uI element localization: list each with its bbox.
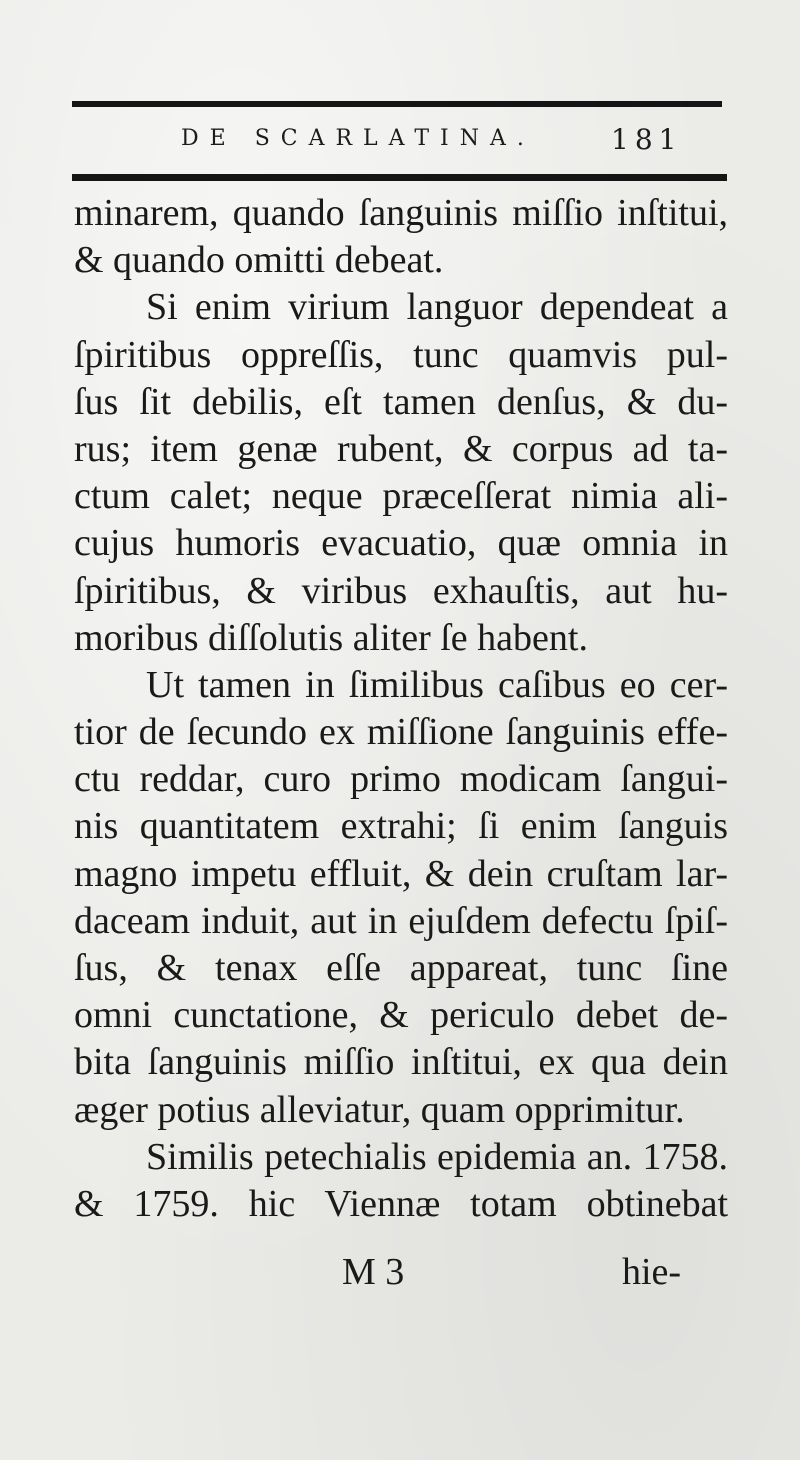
text-line: ſus ſit debilis, eſt tamen denſus, & du- xyxy=(74,380,728,423)
text-line: & quando omitti debeat. xyxy=(74,239,444,282)
text-line: tior de ſecundo ex miſſione ſanguinis effe- xyxy=(74,711,728,754)
text-line: rus; item genæ rubent, & corpus ad ta- xyxy=(74,427,728,470)
text-line: ſpiritibus oppreſſis, tunc quamvis pul- xyxy=(74,333,728,376)
text-line: Ut tamen in ſimilibus caſibus eo cer- xyxy=(146,663,728,706)
text-line: Si enim virium languor dependeat a xyxy=(146,286,728,329)
text-line: nis quantitatem extrahi; ſi enim ſanguis xyxy=(74,805,728,848)
text-line: ctum calet; neque præceſſerat nimia ali- xyxy=(74,475,728,518)
text-line: Similis petechialis epidemia an. 1758. xyxy=(146,1135,728,1178)
text-line: ſpiritibus, & viribus exhauſtis, aut hu- xyxy=(74,569,728,612)
text-line: ctu reddar, curo primo modicam ſangui- xyxy=(74,758,728,801)
text-line: daceam induit, aut in ejuſdem defectu ſpiſ- xyxy=(74,899,728,942)
body-text xyxy=(74,190,728,1228)
page-number: 181 xyxy=(611,123,683,156)
text-line: cujus humoris evacuatio, quæ omnia in xyxy=(74,522,728,565)
text-line: minarem, quando ſanguinis miſſio inſtitui, xyxy=(74,192,728,234)
running-title: DE SCARLATINA. xyxy=(181,126,535,151)
signature-mark: M 3 xyxy=(342,1251,405,1293)
header-rule-top xyxy=(72,101,722,107)
text-line: omni cunctatione, & periculo debet de- xyxy=(74,994,728,1037)
header-rule-bottom xyxy=(72,174,727,181)
catchword: hie- xyxy=(622,1251,682,1293)
text-line: ſus, & tenax eſſe appareat, tunc ſine xyxy=(74,947,728,989)
text-line: moribus diſſolutis aliter ſe habent. xyxy=(74,616,588,659)
text-line: bita ſanguinis miſſio inſtitui, ex qua dein xyxy=(74,1041,728,1084)
text-line: & 1759. hic Viennæ totam obtinebat xyxy=(74,1182,728,1225)
text-line: magno impetu effluit, & dein cruſtam lar- xyxy=(74,852,728,895)
text-line: æger potius alleviatur, quam opprimitur. xyxy=(74,1088,685,1131)
